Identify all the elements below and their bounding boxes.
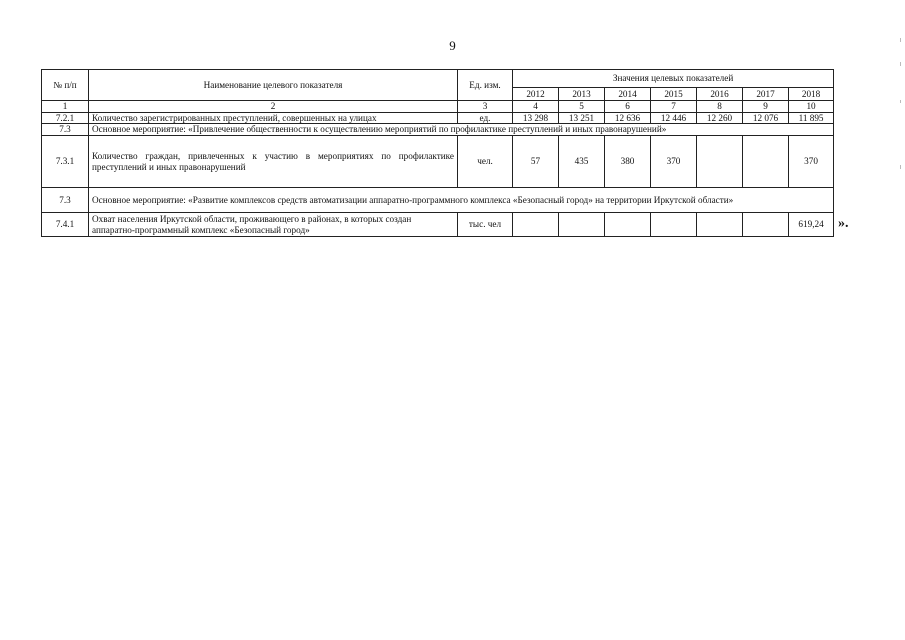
header-year: 2016 [697, 88, 743, 101]
row-value: 12 446 [651, 112, 697, 124]
table-row [42, 112, 834, 124]
page-number: 9 [449, 38, 456, 53]
row-value: 57 [513, 136, 559, 188]
row-name: Охват населения Иркутской области, проживающего в районах, в которых создан аппаратно-программный комплекс «Безопасный город» [89, 213, 458, 237]
row-value: 380 [605, 136, 651, 188]
activity-name: Основное мероприятие: «Развитие комплексов средств автоматизации аппаратно-программного комплекса «Безопасный город» на территории Иркутской области» [89, 188, 834, 213]
row-value: 11 895 [789, 112, 834, 124]
column-number: 10 [789, 101, 834, 113]
header-year: 2017 [743, 88, 789, 101]
scan-speck [900, 38, 901, 42]
header-year: 2012 [513, 88, 559, 101]
header-year: 2015 [651, 88, 697, 101]
header-year: 2018 [789, 88, 834, 101]
column-numbers-row [42, 101, 834, 113]
row-unit: тыс. чел [458, 213, 513, 237]
scan-speck [900, 165, 901, 169]
row-value: 12 260 [697, 112, 743, 124]
column-number: 7 [651, 101, 697, 113]
column-number: 8 [697, 101, 743, 113]
header-row [42, 70, 834, 88]
table-row [42, 136, 834, 188]
closing-quote: ». [838, 216, 849, 231]
header-unit: Ед. изм. [458, 70, 513, 101]
header-name: Наименование целевого показателя [89, 70, 458, 101]
row-unit: ед. [458, 112, 513, 124]
table-row [42, 213, 834, 237]
column-number: 1 [42, 101, 89, 113]
row-value: 619,24 [789, 213, 834, 237]
row-value [743, 213, 789, 237]
table-row [42, 188, 834, 213]
column-number: 6 [605, 101, 651, 113]
row-value: 12 076 [743, 112, 789, 124]
indicators-table [41, 69, 834, 237]
row-value [605, 213, 651, 237]
row-value [651, 213, 697, 237]
row-value: 13 251 [559, 112, 605, 124]
row-value: 12 636 [605, 112, 651, 124]
row-value [559, 213, 605, 237]
column-number: 3 [458, 101, 513, 113]
row-num: 7.3 [42, 188, 89, 213]
column-number: 9 [743, 101, 789, 113]
row-value [697, 213, 743, 237]
header-values-group: Значения целевых показателей [513, 70, 834, 88]
row-value [743, 136, 789, 188]
scan-speck [900, 62, 901, 66]
row-value [697, 136, 743, 188]
row-value: 370 [651, 136, 697, 188]
row-value [513, 213, 559, 237]
column-number: 5 [559, 101, 605, 113]
header-year: 2014 [605, 88, 651, 101]
row-value: 13 298 [513, 112, 559, 124]
header-num: № п/п [42, 70, 89, 101]
row-num: 7.2.1 [42, 112, 89, 124]
table-row [42, 124, 834, 136]
row-name: Количество зарегистрированных преступлений, совершенных на улицах [89, 112, 458, 124]
row-name: Количество граждан, привлеченных к участию в мероприятиях по профилактике преступлений и иных правонарушений [89, 136, 458, 188]
row-num: 7.3 [42, 124, 89, 136]
activity-name: Основное мероприятие: «Привлечение общественности к осуществлению мероприятий по профилактике преступлений и иных правонарушений» [89, 124, 834, 136]
column-number: 2 [89, 101, 458, 113]
scan-speck [900, 100, 901, 103]
row-unit: чел. [458, 136, 513, 188]
row-num: 7.4.1 [42, 213, 89, 237]
row-value: 370 [789, 136, 834, 188]
row-num: 7.3.1 [42, 136, 89, 188]
column-number: 4 [513, 101, 559, 113]
header-year: 2013 [559, 88, 605, 101]
row-value: 435 [559, 136, 605, 188]
